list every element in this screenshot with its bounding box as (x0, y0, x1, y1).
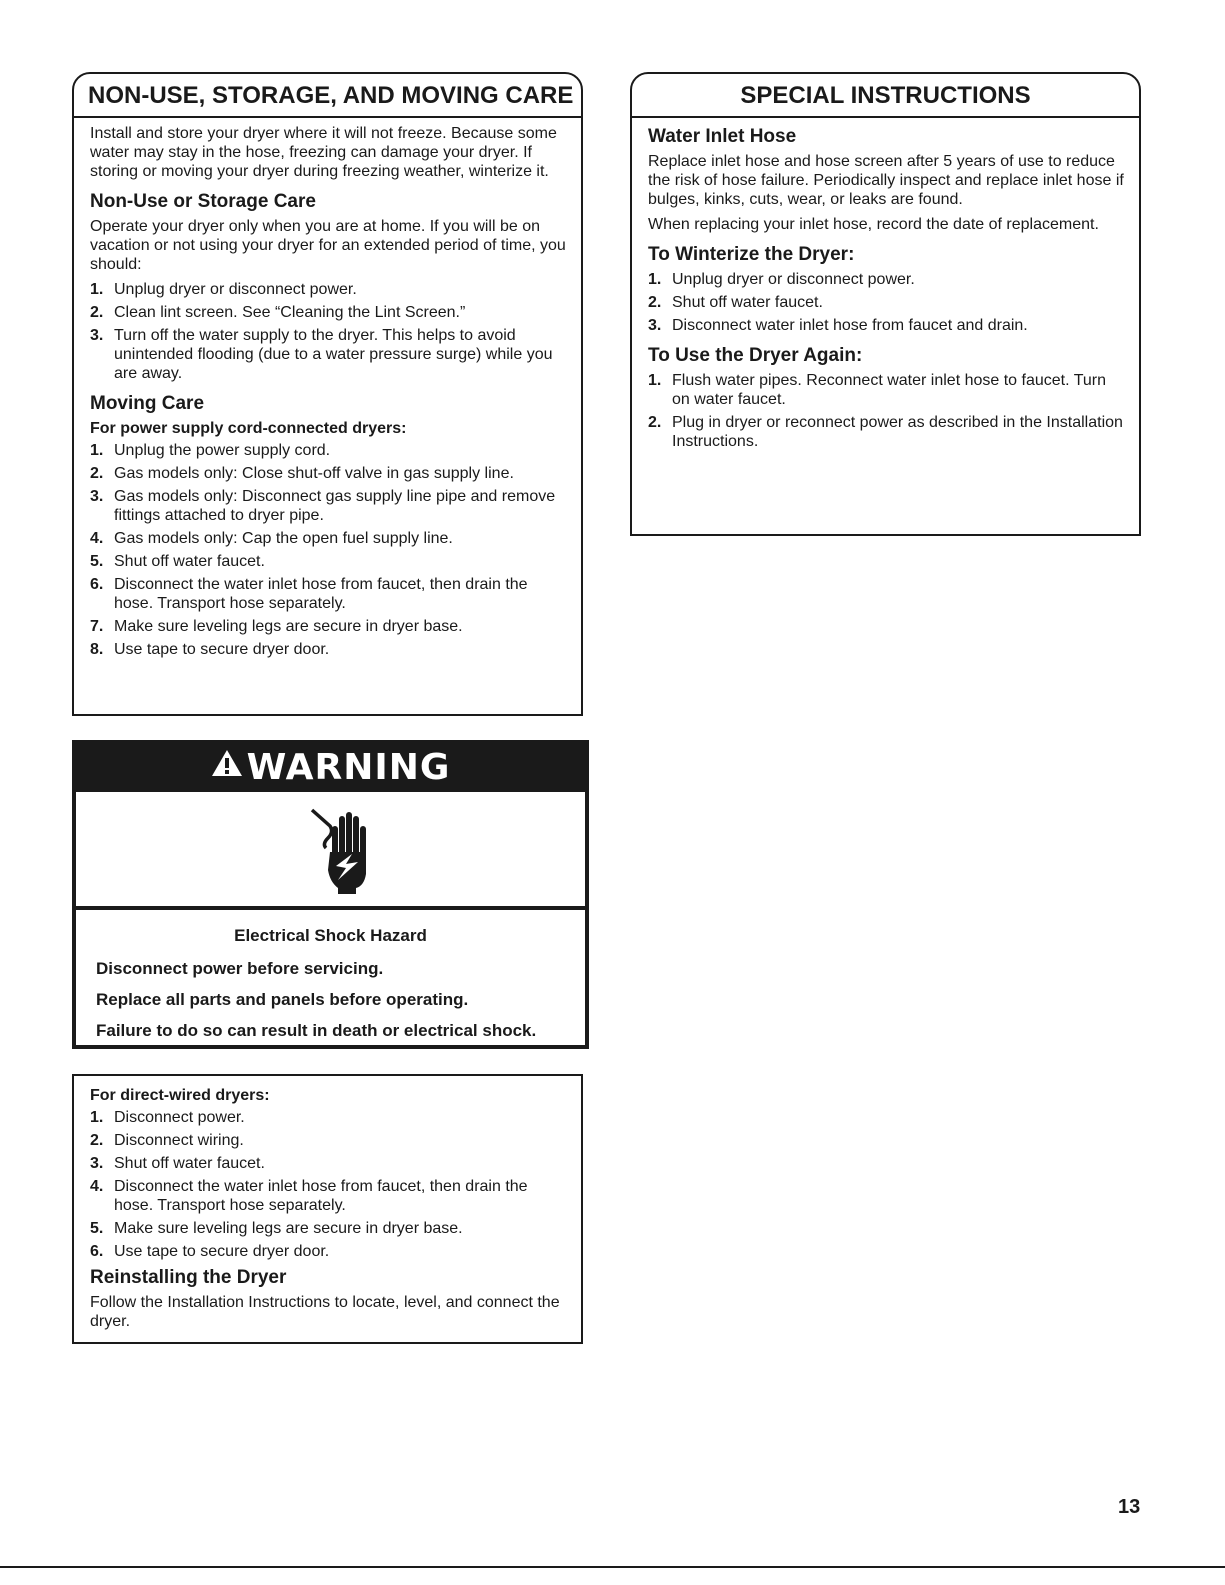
list-item: 6. Use tape to secure dryer door. (90, 1243, 330, 1260)
special-section (630, 118, 1141, 536)
warning-header (76, 744, 585, 792)
storage-heading: Non-Use or Storage Care (90, 191, 316, 212)
warning-box (72, 740, 589, 1049)
nonuse-intro: Install and store your dryer where it will not freeze. Because some water may stay in the hose, freezing can damage your dryer. If storing or moving your dryer during freezing weather, winterize it. (90, 125, 557, 180)
list-item: 3. Shut off water faucet. (90, 1155, 265, 1172)
list-item: 1. Unplug dryer or disconnect power. (90, 281, 357, 298)
moving-heading: Moving Care (90, 393, 205, 414)
list-item: 2. Clean lint screen. See “Cleaning the Lint Screen.” (90, 304, 466, 321)
hose-heading: Water Inlet Hose (648, 126, 797, 147)
warning-line: Failure to do so can result in death or electrical shock. (96, 1021, 537, 1040)
list-item: 5. Shut off water faucet. (90, 553, 265, 570)
warning-line: Replace all parts and panels before operating. (96, 990, 469, 1009)
moving-steps (90, 441, 567, 659)
list-item: 4. Disconnect the water inlet hose from faucet, then drain the hose. Transport hose separately. (90, 1178, 528, 1214)
hose-replacement-text: When replacing your inlet hose, record the date of replacement. (648, 216, 1099, 233)
direct-wired-section (72, 1074, 583, 1344)
list-item: 3. Turn off the water supply to the dryer. This helps to avoid unintended flooding (due to a water pressure surge) while you are away. (90, 327, 553, 382)
use-again-heading: To Use the Dryer Again: (648, 345, 863, 366)
direct-wired-heading: For direct-wired dryers: (90, 1087, 270, 1104)
winterize-heading: To Winterize the Dryer: (648, 244, 855, 265)
page-number: 13 (1118, 1496, 1141, 1518)
list-item: 2. Disconnect wiring. (90, 1132, 244, 1149)
list-item: 2. Shut off water faucet. (648, 294, 823, 311)
list-item: 2. Gas models only: Close shut-off valve in gas supply line. (90, 465, 514, 482)
list-item: 3. Disconnect water inlet hose from faucet and drain. (648, 317, 1028, 334)
warning-title: WARNING (246, 747, 451, 788)
list-item: 1. Unplug the power supply cord. (90, 442, 331, 459)
electric-shock-hand-icon (308, 804, 374, 901)
reinstall-heading: Reinstalling the Dryer (90, 1267, 287, 1288)
list-item: 6. Disconnect the water inlet hose from faucet, then drain the hose. Transport hose separately. (90, 576, 528, 612)
use-again-steps (648, 371, 1125, 451)
hose-text: Replace inlet hose and hose screen after 5 years of use to reduce the risk of hose failure. Periodically inspect and replace inlet hose if bulges, kinks, cuts, wear, or leaks are found. (648, 153, 1124, 208)
list-item: 2. Plug in dryer or reconnect power as described in the Installation Instructions. (648, 414, 1123, 450)
warning-hazard: Electrical Shock Hazard (234, 926, 427, 945)
winterize-steps (648, 270, 1125, 335)
warning-icon-area (76, 792, 585, 910)
list-item: 7. Make sure leveling legs are secure in dryer base. (90, 618, 463, 635)
reinstall-text: Follow the Installation Instructions to locate, level, and connect the dryer. (90, 1294, 560, 1330)
list-item: 1. Unplug dryer or disconnect power. (648, 271, 915, 288)
warning-triangle-icon (211, 742, 243, 790)
bottom-rule (0, 1566, 1225, 1568)
list-item: 5. Make sure leveling legs are secure in dryer base. (90, 1220, 463, 1237)
list-item: 8. Use tape to secure dryer door. (90, 641, 330, 658)
list-item: 3. Gas models only: Disconnect gas supply line pipe and remove fittings attached to dryer pipe. (90, 488, 556, 524)
list-item: 4. Gas models only: Cap the open fuel supply line. (90, 530, 453, 547)
storage-steps (90, 280, 567, 383)
list-item: 1. Flush water pipes. Reconnect water inlet hose to faucet. Turn on water faucet. (648, 372, 1107, 408)
moving-subheading: For power supply cord-connected dryers: (90, 420, 407, 437)
warning-line: Disconnect power before servicing. (96, 959, 384, 978)
storage-text: Operate your dryer only when you are at home. If you will be on vacation or not using your dryer for an extended period of time, you should: (90, 218, 566, 273)
direct-wired-steps (90, 1108, 567, 1261)
special-title: SPECIAL INSTRUCTIONS (630, 72, 1141, 118)
nonuse-section (72, 118, 583, 716)
nonuse-title: NON-USE, STORAGE, AND MOVING CARE (72, 72, 583, 118)
list-item: 1. Disconnect power. (90, 1109, 245, 1126)
